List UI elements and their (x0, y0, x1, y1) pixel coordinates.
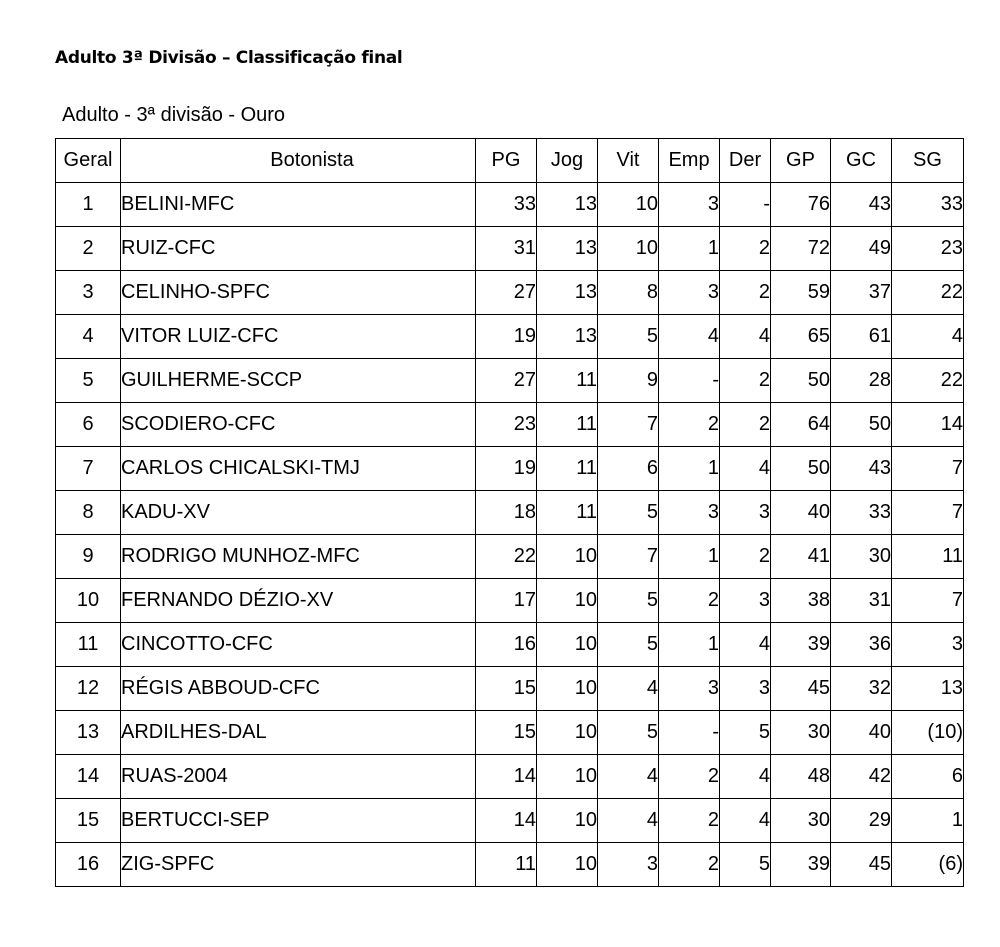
cell-sg: 33 (892, 183, 964, 227)
cell-vit: 7 (598, 403, 659, 447)
cell-sg: 7 (892, 447, 964, 491)
cell-vit: 6 (598, 447, 659, 491)
cell-jog: 11 (537, 447, 598, 491)
table-row (56, 491, 964, 535)
cell-sg: 3 (892, 623, 964, 667)
cell-pg: 23 (476, 403, 537, 447)
cell-geral: 8 (56, 491, 121, 535)
header-botonista: Botonista (121, 139, 476, 183)
header-der: Der (720, 139, 771, 183)
cell-vit: 5 (598, 579, 659, 623)
cell-jog: 11 (537, 359, 598, 403)
cell-vit: 7 (598, 535, 659, 579)
cell-der: 2 (720, 535, 771, 579)
cell-vit: 8 (598, 271, 659, 315)
cell-geral: 16 (56, 843, 121, 887)
cell-vit: 5 (598, 315, 659, 359)
table-row (56, 315, 964, 359)
cell-gp: 40 (771, 491, 831, 535)
cell-gp: 65 (771, 315, 831, 359)
cell-pg: 18 (476, 491, 537, 535)
cell-emp: 2 (659, 579, 720, 623)
cell-geral: 12 (56, 667, 121, 711)
table-row (56, 667, 964, 711)
cell-geral: 5 (56, 359, 121, 403)
table-row (56, 711, 964, 755)
table-row (56, 843, 964, 887)
cell-vit: 5 (598, 623, 659, 667)
cell-pg: 15 (476, 711, 537, 755)
table-header-row (56, 139, 964, 183)
cell-emp: 1 (659, 535, 720, 579)
cell-geral: 10 (56, 579, 121, 623)
cell-gc: 36 (831, 623, 892, 667)
cell-geral: 4 (56, 315, 121, 359)
cell-botonista: CINCOTTO-CFC (121, 623, 476, 667)
cell-der: - (720, 183, 771, 227)
cell-emp: 3 (659, 667, 720, 711)
cell-jog: 13 (537, 227, 598, 271)
cell-emp: - (659, 711, 720, 755)
cell-gc: 42 (831, 755, 892, 799)
cell-vit: 3 (598, 843, 659, 887)
cell-gc: 31 (831, 579, 892, 623)
table-row (56, 579, 964, 623)
cell-der: 5 (720, 711, 771, 755)
cell-sg: 22 (892, 359, 964, 403)
table-row (56, 183, 964, 227)
cell-emp: 1 (659, 227, 720, 271)
table-row (56, 623, 964, 667)
cell-jog: 10 (537, 623, 598, 667)
cell-pg: 22 (476, 535, 537, 579)
cell-der: 3 (720, 579, 771, 623)
header-sg: SG (892, 139, 964, 183)
cell-gc: 49 (831, 227, 892, 271)
header-vit: Vit (598, 139, 659, 183)
cell-gc: 29 (831, 799, 892, 843)
cell-botonista: SCODIERO-CFC (121, 403, 476, 447)
cell-gc: 33 (831, 491, 892, 535)
cell-pg: 19 (476, 447, 537, 491)
cell-sg: 11 (892, 535, 964, 579)
cell-jog: 10 (537, 667, 598, 711)
cell-gp: 41 (771, 535, 831, 579)
cell-gc: 45 (831, 843, 892, 887)
cell-gc: 40 (831, 711, 892, 755)
cell-gp: 76 (771, 183, 831, 227)
cell-gp: 59 (771, 271, 831, 315)
cell-gp: 38 (771, 579, 831, 623)
cell-sg: 23 (892, 227, 964, 271)
cell-vit: 5 (598, 491, 659, 535)
table-row (56, 271, 964, 315)
standings-table (55, 138, 964, 887)
cell-gp: 39 (771, 623, 831, 667)
cell-botonista: GUILHERME-SCCP (121, 359, 476, 403)
cell-pg: 11 (476, 843, 537, 887)
header-gp: GP (771, 139, 831, 183)
cell-sg: 14 (892, 403, 964, 447)
cell-gp: 39 (771, 843, 831, 887)
cell-geral: 1 (56, 183, 121, 227)
cell-emp: - (659, 359, 720, 403)
cell-der: 4 (720, 623, 771, 667)
cell-der: 2 (720, 271, 771, 315)
cell-sg: 6 (892, 755, 964, 799)
header-jog: Jog (537, 139, 598, 183)
cell-pg: 27 (476, 271, 537, 315)
cell-jog: 11 (537, 403, 598, 447)
cell-geral: 3 (56, 271, 121, 315)
cell-sg: (6) (892, 843, 964, 887)
cell-botonista: BERTUCCI-SEP (121, 799, 476, 843)
table-row (56, 359, 964, 403)
cell-pg: 19 (476, 315, 537, 359)
table-row (56, 755, 964, 799)
cell-jog: 13 (537, 271, 598, 315)
cell-emp: 2 (659, 843, 720, 887)
cell-gc: 28 (831, 359, 892, 403)
cell-sg: 1 (892, 799, 964, 843)
cell-vit: 4 (598, 755, 659, 799)
cell-emp: 4 (659, 315, 720, 359)
cell-vit: 9 (598, 359, 659, 403)
cell-pg: 31 (476, 227, 537, 271)
cell-emp: 2 (659, 403, 720, 447)
cell-vit: 4 (598, 799, 659, 843)
cell-pg: 33 (476, 183, 537, 227)
cell-jog: 13 (537, 315, 598, 359)
header-pg: PG (476, 139, 537, 183)
cell-emp: 3 (659, 271, 720, 315)
cell-gp: 30 (771, 711, 831, 755)
cell-vit: 5 (598, 711, 659, 755)
cell-gp: 64 (771, 403, 831, 447)
cell-pg: 16 (476, 623, 537, 667)
cell-jog: 11 (537, 491, 598, 535)
cell-emp: 2 (659, 755, 720, 799)
header-geral: Geral (56, 139, 121, 183)
cell-geral: 15 (56, 799, 121, 843)
cell-vit: 10 (598, 183, 659, 227)
cell-botonista: ARDILHES-DAL (121, 711, 476, 755)
cell-gp: 72 (771, 227, 831, 271)
cell-der: 4 (720, 799, 771, 843)
cell-gp: 30 (771, 799, 831, 843)
cell-geral: 13 (56, 711, 121, 755)
table-row (56, 227, 964, 271)
cell-der: 3 (720, 491, 771, 535)
header-gc: GC (831, 139, 892, 183)
cell-geral: 9 (56, 535, 121, 579)
cell-emp: 2 (659, 799, 720, 843)
cell-geral: 14 (56, 755, 121, 799)
cell-pg: 15 (476, 667, 537, 711)
cell-gc: 37 (831, 271, 892, 315)
cell-botonista: RUAS-2004 (121, 755, 476, 799)
table-row (56, 403, 964, 447)
cell-geral: 6 (56, 403, 121, 447)
cell-botonista: KADU-XV (121, 491, 476, 535)
cell-botonista: RUIZ-CFC (121, 227, 476, 271)
cell-emp: 3 (659, 491, 720, 535)
cell-sg: 13 (892, 667, 964, 711)
header-emp: Emp (659, 139, 720, 183)
cell-gc: 43 (831, 447, 892, 491)
cell-der: 4 (720, 447, 771, 491)
cell-jog: 13 (537, 183, 598, 227)
table-row (56, 447, 964, 491)
cell-gc: 43 (831, 183, 892, 227)
cell-gc: 61 (831, 315, 892, 359)
cell-sg: 4 (892, 315, 964, 359)
cell-vit: 4 (598, 667, 659, 711)
cell-gp: 48 (771, 755, 831, 799)
cell-der: 5 (720, 843, 771, 887)
cell-botonista: BELINI-MFC (121, 183, 476, 227)
cell-gc: 30 (831, 535, 892, 579)
cell-jog: 10 (537, 579, 598, 623)
cell-emp: 1 (659, 447, 720, 491)
cell-der: 2 (720, 227, 771, 271)
cell-sg: 7 (892, 491, 964, 535)
cell-botonista: FERNANDO DÉZIO-XV (121, 579, 476, 623)
cell-pg: 14 (476, 755, 537, 799)
cell-der: 4 (720, 315, 771, 359)
cell-gc: 32 (831, 667, 892, 711)
table-row (56, 535, 964, 579)
cell-botonista: RÉGIS ABBOUD-CFC (121, 667, 476, 711)
cell-jog: 10 (537, 755, 598, 799)
cell-pg: 17 (476, 579, 537, 623)
cell-botonista: VITOR LUIZ-CFC (121, 315, 476, 359)
cell-sg: 7 (892, 579, 964, 623)
cell-botonista: CELINHO-SPFC (121, 271, 476, 315)
cell-botonista: CARLOS CHICALSKI-TMJ (121, 447, 476, 491)
table-caption: Adulto - 3ª divisão - Ouro (62, 104, 286, 126)
cell-pg: 14 (476, 799, 537, 843)
cell-vit: 10 (598, 227, 659, 271)
cell-gp: 50 (771, 359, 831, 403)
cell-der: 2 (720, 359, 771, 403)
cell-geral: 7 (56, 447, 121, 491)
cell-der: 2 (720, 403, 771, 447)
cell-jog: 10 (537, 711, 598, 755)
cell-jog: 10 (537, 535, 598, 579)
cell-geral: 11 (56, 623, 121, 667)
cell-jog: 10 (537, 799, 598, 843)
cell-emp: 1 (659, 623, 720, 667)
cell-der: 4 (720, 755, 771, 799)
cell-gp: 50 (771, 447, 831, 491)
cell-gp: 45 (771, 667, 831, 711)
cell-sg: 22 (892, 271, 964, 315)
cell-gc: 50 (831, 403, 892, 447)
cell-der: 3 (720, 667, 771, 711)
cell-botonista: ZIG-SPFC (121, 843, 476, 887)
table-row (56, 799, 964, 843)
cell-pg: 27 (476, 359, 537, 403)
cell-botonista: RODRIGO MUNHOZ-MFC (121, 535, 476, 579)
cell-emp: 3 (659, 183, 720, 227)
document-title: Adulto 3ª Divisão – Classificação final (55, 48, 403, 68)
cell-geral: 2 (56, 227, 121, 271)
cell-jog: 10 (537, 843, 598, 887)
cell-sg: (10) (892, 711, 964, 755)
